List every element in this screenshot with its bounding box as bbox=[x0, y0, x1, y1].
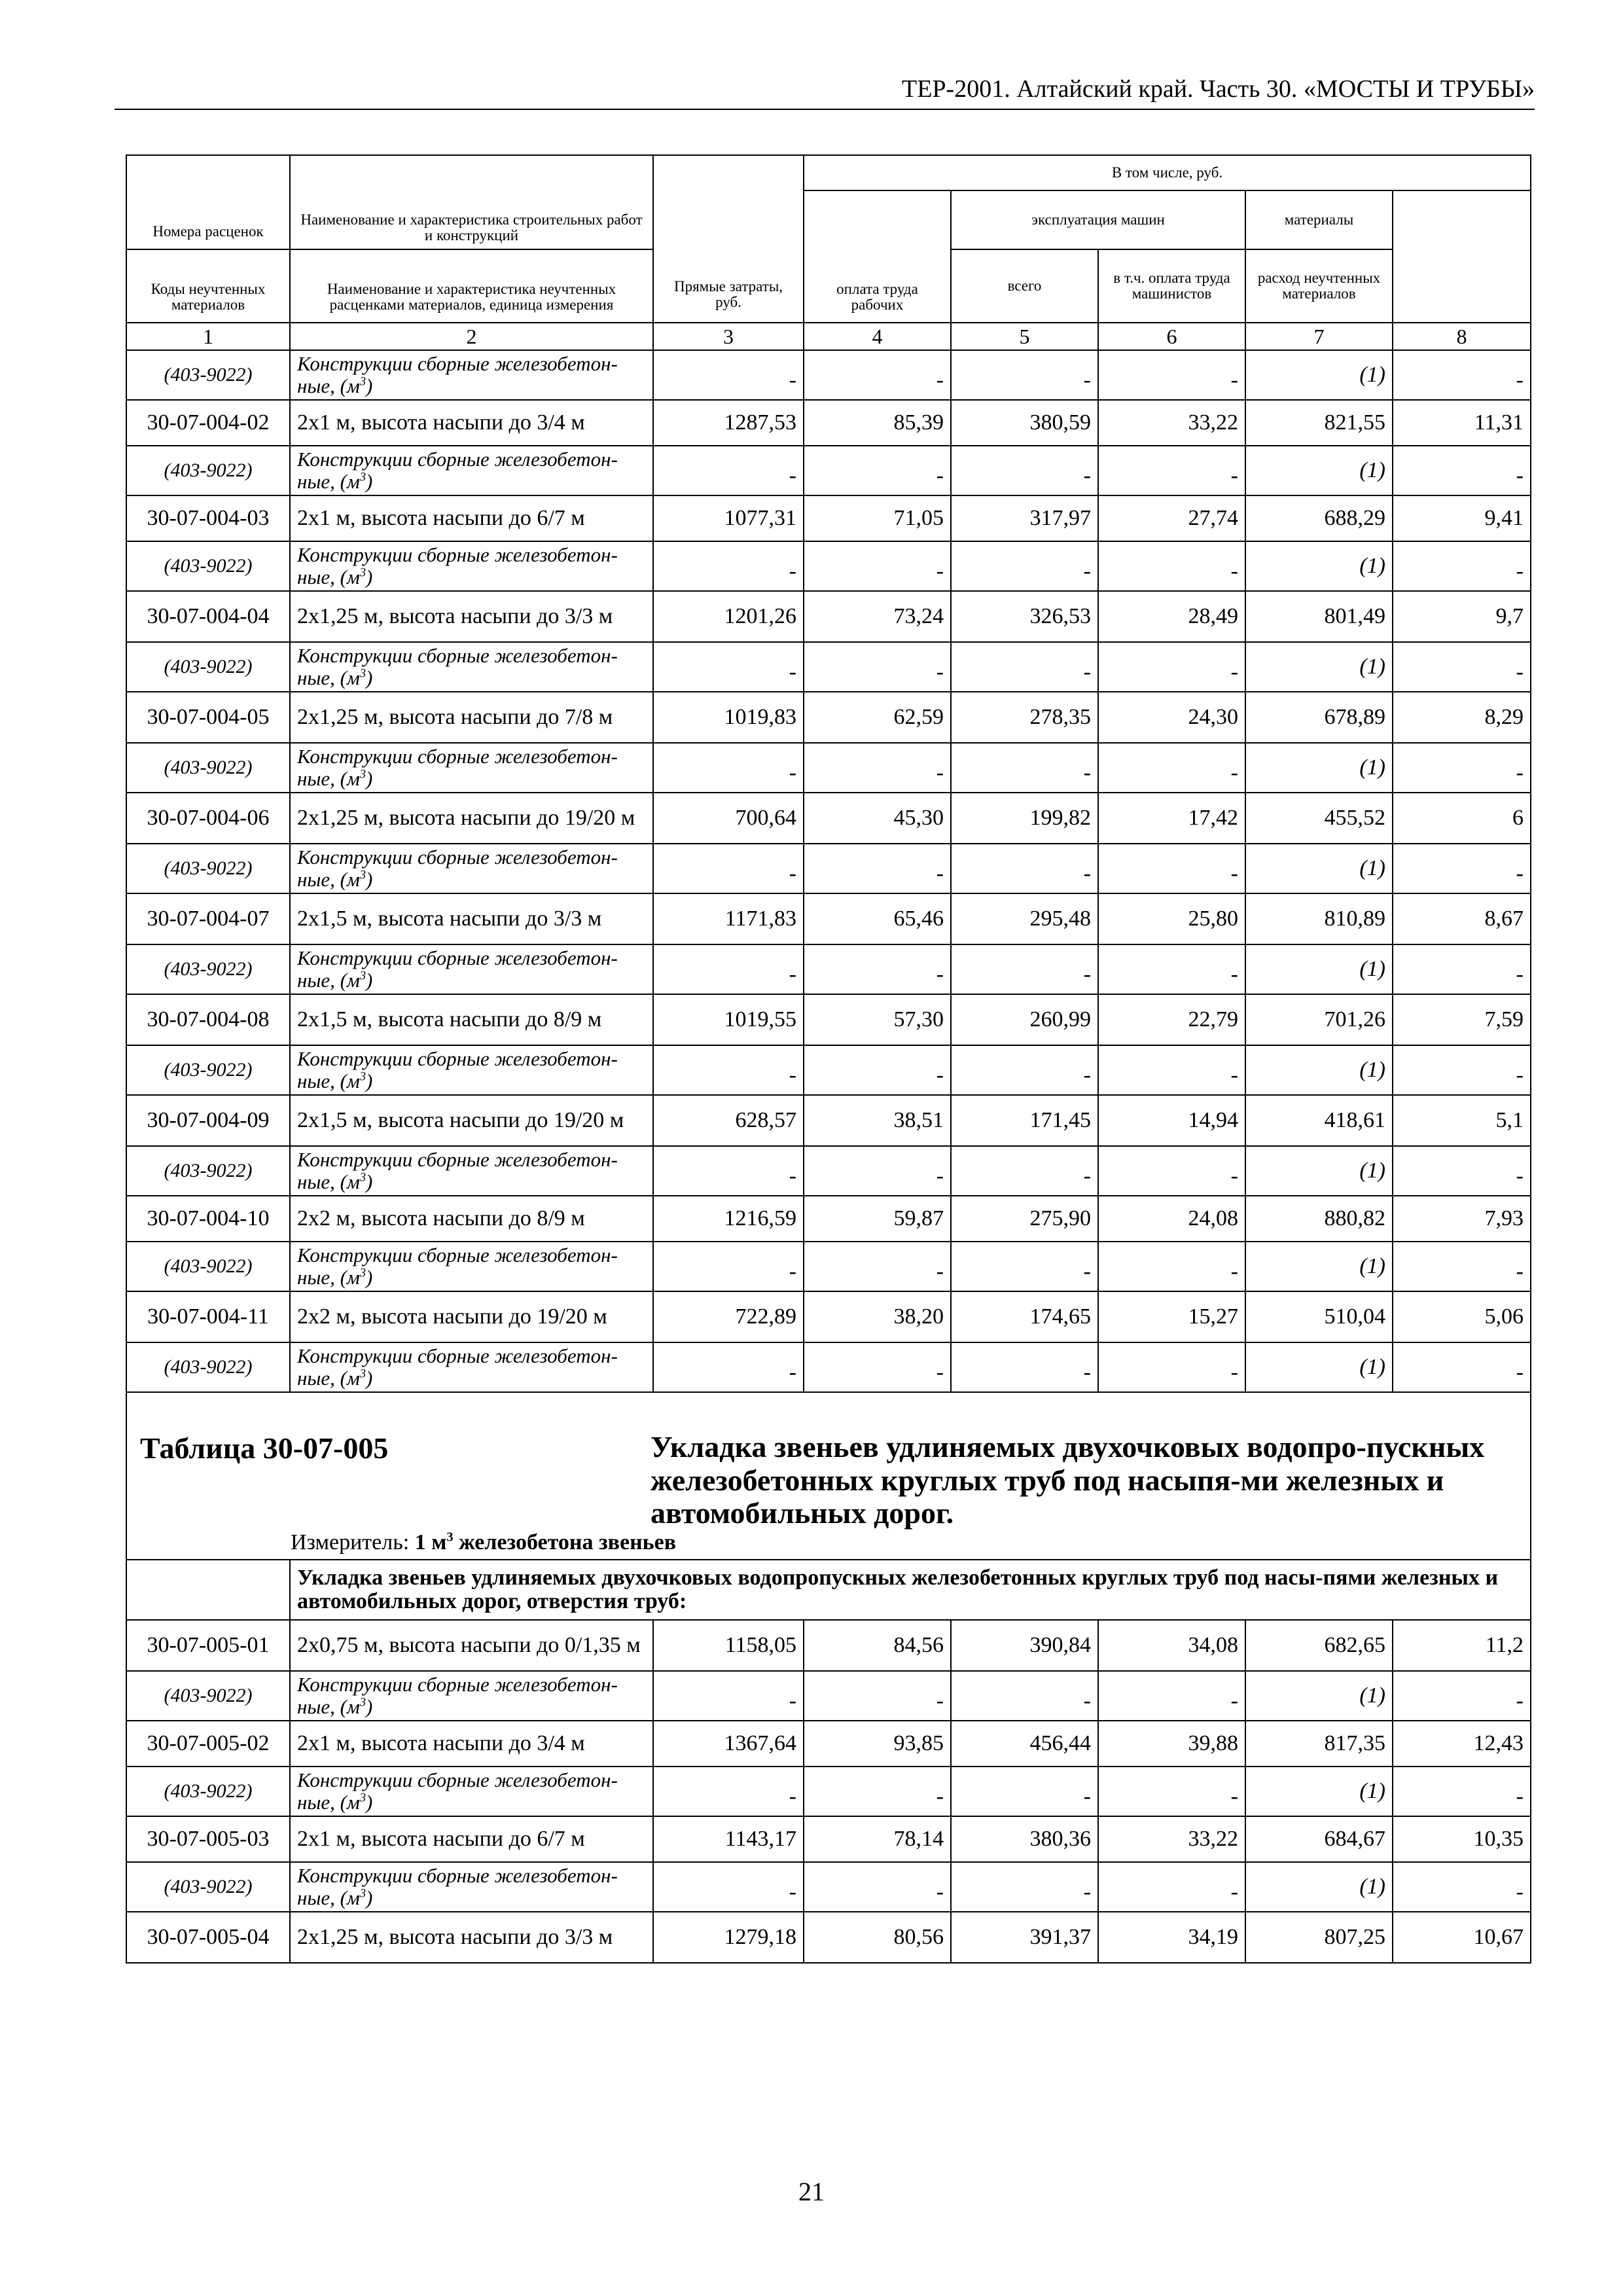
material-value: (1) bbox=[1245, 1242, 1393, 1291]
rate-value: 380,59 bbox=[951, 400, 1098, 446]
page-number: 21 bbox=[798, 2177, 825, 2206]
material-value: - bbox=[951, 743, 1098, 793]
rate-value: 25,80 bbox=[1098, 893, 1245, 944]
rate-value: 71,05 bbox=[804, 495, 951, 541]
material-value: - bbox=[1393, 1767, 1531, 1816]
rate-value: 57,30 bbox=[804, 994, 951, 1045]
rate-value: 45,30 bbox=[804, 793, 951, 844]
rate-value: 38,20 bbox=[804, 1291, 951, 1342]
rate-value: 34,08 bbox=[1098, 1620, 1245, 1671]
rate-name: 2х1 м, высота насыпи до 6/7 м bbox=[290, 495, 653, 541]
header-labor-pay: оплата труда рабочих bbox=[804, 190, 951, 323]
rate-code: 30-07-004-08 bbox=[126, 994, 290, 1045]
material-value: - bbox=[1098, 1862, 1245, 1912]
header-name: Наименование и характеристика строительных работ и конструкций bbox=[290, 155, 653, 249]
material-value: - bbox=[1393, 1242, 1531, 1291]
material-value: - bbox=[951, 642, 1098, 692]
material-row bbox=[126, 844, 1531, 893]
material-value: - bbox=[653, 1862, 804, 1912]
rate-value: 65,46 bbox=[804, 893, 951, 944]
rate-value: 78,14 bbox=[804, 1816, 951, 1862]
rate-value: 821,55 bbox=[1245, 400, 1393, 446]
material-name: Конструкции сборные железобетон-ные, $(м^3)$ bbox=[290, 844, 653, 893]
rate-value: 1367,64 bbox=[653, 1721, 804, 1767]
rate-name: 2х1 м, высота насыпи до 3/4 м bbox=[290, 1721, 653, 1767]
table-row bbox=[126, 495, 1531, 541]
rate-value: 817,35 bbox=[1245, 1721, 1393, 1767]
material-row: (403-9022) Конструкции сборные железобетон-ные, $(м^3)$ - - - - (1) - bbox=[126, 350, 1531, 400]
rate-value: 880,82 bbox=[1245, 1196, 1393, 1242]
rate-name: 2х2 м, высота насыпи до 19/20 м bbox=[290, 1291, 653, 1342]
rate-name: 2х1,5 м, высота насыпи до 19/20 м bbox=[290, 1095, 653, 1146]
material-value: - bbox=[951, 1146, 1098, 1196]
table-row bbox=[126, 591, 1531, 642]
rate-value: 9,41 bbox=[1393, 495, 1531, 541]
material-value: - bbox=[1098, 944, 1245, 994]
material-value: - bbox=[1393, 1862, 1531, 1912]
material-code: (403-9022) bbox=[126, 1045, 290, 1095]
material-value: (1) bbox=[1245, 743, 1393, 793]
material-row bbox=[126, 944, 1531, 994]
rate-value: 317,97 bbox=[951, 495, 1098, 541]
rate-value: 93,85 bbox=[804, 1721, 951, 1767]
column-number: 8 bbox=[1393, 323, 1531, 350]
table-row bbox=[126, 1095, 1531, 1146]
material-value: - bbox=[1393, 1342, 1531, 1392]
table-meter: Измеритель: 1 $м^3$ железобетона звеньев bbox=[291, 1530, 677, 1554]
rate-value: 1019,83 bbox=[653, 692, 804, 743]
page-header bbox=[115, 72, 1535, 110]
rate-value: 807,25 bbox=[1245, 1912, 1393, 1963]
rate-value: 678,89 bbox=[1245, 692, 1393, 743]
rate-value: 39,88 bbox=[1098, 1721, 1245, 1767]
rate-value: 33,22 bbox=[1098, 1816, 1245, 1862]
material-code: (403-9022) bbox=[126, 1146, 290, 1196]
rate-value: 59,87 bbox=[804, 1196, 951, 1242]
material-value: - bbox=[1393, 1045, 1531, 1095]
material-code: (403-9022) bbox=[126, 1342, 290, 1392]
rate-value: 171,45 bbox=[951, 1095, 1098, 1146]
rate-value: 1077,31 bbox=[653, 495, 804, 541]
material-value: - bbox=[1098, 1146, 1245, 1196]
material-row bbox=[126, 1146, 1531, 1196]
rate-name: 2х1,25 м, высота насыпи до 19/20 м bbox=[290, 793, 653, 844]
column-number: 3 bbox=[653, 323, 804, 350]
rate-value: 1019,55 bbox=[653, 994, 804, 1045]
material-value: - bbox=[804, 1045, 951, 1095]
material-code: (403-9022) bbox=[126, 446, 290, 495]
rate-code: 30-07-004-03 bbox=[126, 495, 290, 541]
material-name: Конструкции сборные железобетон-ные, $(м^3)$ bbox=[290, 944, 653, 994]
material-code: (403-9022) bbox=[126, 844, 290, 893]
table-row bbox=[126, 1912, 1531, 1963]
material-row bbox=[126, 642, 1531, 692]
material-value: - bbox=[1098, 1671, 1245, 1721]
header-direct-costs: Прямые затраты, руб. bbox=[653, 155, 804, 323]
header-unaccounted-materials: расход неучтенных материалов bbox=[1245, 249, 1393, 323]
rate-value: 28,49 bbox=[1098, 591, 1245, 642]
material-value: - bbox=[653, 1242, 804, 1291]
rate-value: 11,2 bbox=[1393, 1620, 1531, 1671]
material-value: (1) bbox=[1245, 844, 1393, 893]
rate-value: 80,56 bbox=[804, 1912, 951, 1963]
table-title: Укладка звеньев удлиняемых двухочковых водопро-пускных железобетонных круглых труб под насыпя-ми железных и автомобильных дорог. bbox=[651, 1430, 1485, 1530]
material-value: (1) bbox=[1245, 1342, 1393, 1392]
rate-value: 1171,83 bbox=[653, 893, 804, 944]
rate-value: 295,48 bbox=[951, 893, 1098, 944]
material-code: (403-9022) bbox=[126, 944, 290, 994]
rate-value: 9,7 bbox=[1393, 591, 1531, 642]
rate-code: 30-07-005-03 bbox=[126, 1816, 290, 1862]
material-code: (403-9022) bbox=[126, 1862, 290, 1912]
material-value: - bbox=[653, 743, 804, 793]
material-value: - bbox=[1098, 1342, 1245, 1392]
material-value: - bbox=[804, 944, 951, 994]
material-value: - bbox=[1098, 743, 1245, 793]
material-code: (403-9022) bbox=[126, 541, 290, 591]
material-value: - bbox=[653, 1767, 804, 1816]
material-value: - bbox=[653, 541, 804, 591]
material-value: - bbox=[1393, 844, 1531, 893]
rate-value: 1279,18 bbox=[653, 1912, 804, 1963]
rate-value: 1216,59 bbox=[653, 1196, 804, 1242]
material-value: - bbox=[653, 844, 804, 893]
table-row bbox=[126, 994, 1531, 1045]
rate-name: 2х1,25 м, высота насыпи до 3/3 м bbox=[290, 1912, 653, 1963]
rate-code: 30-07-004-10 bbox=[126, 1196, 290, 1242]
material-value: (1) bbox=[1245, 642, 1393, 692]
material-name: Конструкции сборные железобетон-ные, $(м^3)$ bbox=[290, 541, 653, 591]
material-row bbox=[126, 1242, 1531, 1291]
rate-value: 7,93 bbox=[1393, 1196, 1531, 1242]
rate-code: 30-07-005-02 bbox=[126, 1721, 290, 1767]
material-value: - bbox=[951, 844, 1098, 893]
material-value: - bbox=[804, 1671, 951, 1721]
rate-value: 85,39 bbox=[804, 400, 951, 446]
header-materials: материалы bbox=[1245, 190, 1393, 249]
rate-value: 1143,17 bbox=[653, 1816, 804, 1862]
material-code: (403-9022) bbox=[126, 350, 290, 400]
material-value: - bbox=[951, 541, 1098, 591]
rate-code: 30-07-004-07 bbox=[126, 893, 290, 944]
table-row bbox=[126, 1721, 1531, 1767]
rate-value: 199,82 bbox=[951, 793, 1098, 844]
material-value: - bbox=[951, 446, 1098, 495]
material-row bbox=[126, 1767, 1531, 1816]
rate-value: 84,56 bbox=[804, 1620, 951, 1671]
page-header-title: ТЕР-2001. Алтайский край. Часть 30. «МОСТЫ И ТРУБЫ» bbox=[901, 75, 1535, 103]
rate-value: 1287,53 bbox=[653, 400, 804, 446]
rate-value: 275,90 bbox=[951, 1196, 1098, 1242]
rate-name: 2х1,5 м, высота насыпи до 8/9 м bbox=[290, 994, 653, 1045]
material-value: - bbox=[653, 1342, 804, 1392]
material-value: - bbox=[1098, 642, 1245, 692]
material-row bbox=[126, 446, 1531, 495]
table-label: Таблица 30-07-005 bbox=[140, 1431, 389, 1465]
material-value: - bbox=[804, 1767, 951, 1816]
material-value: (1) bbox=[1245, 1767, 1393, 1816]
material-name: Конструкции сборные железобетон-ные, $(м^3)$ bbox=[290, 743, 653, 793]
rate-value: 62,59 bbox=[804, 692, 951, 743]
table-row bbox=[126, 1196, 1531, 1242]
table-subtitle: Укладка звеньев удлиняемых двухочковых водопропускных железобетонных круглых труб под насы-пями железных и автомобильных дорог, отверстия труб: bbox=[290, 1560, 1531, 1620]
rate-value: 22,79 bbox=[1098, 994, 1245, 1045]
rate-code: 30-07-004-09 bbox=[126, 1095, 290, 1146]
header-including: В том числе, руб. bbox=[804, 155, 1531, 190]
rate-value: 10,67 bbox=[1393, 1912, 1531, 1963]
rate-value: 688,29 bbox=[1245, 495, 1393, 541]
rate-value: 390,84 bbox=[951, 1620, 1098, 1671]
material-value: - bbox=[951, 1671, 1098, 1721]
material-value: - bbox=[1098, 1767, 1245, 1816]
rate-name: 2х1,25 м, высота насыпи до 3/3 м bbox=[290, 591, 653, 642]
material-value: - bbox=[1393, 446, 1531, 495]
material-value: - bbox=[1393, 1671, 1531, 1721]
rate-value: 326,53 bbox=[951, 591, 1098, 642]
table-005-title bbox=[126, 1392, 1531, 1620]
rate-name: 2х1,5 м, высота насыпи до 3/3 м bbox=[290, 893, 653, 944]
material-value: - bbox=[1393, 642, 1531, 692]
material-value: - bbox=[951, 1242, 1098, 1291]
material-value: - bbox=[1098, 844, 1245, 893]
material-value: - bbox=[653, 1671, 804, 1721]
rate-value: 38,51 bbox=[804, 1095, 951, 1146]
material-name: Конструкции сборные железобетон-ные, $(м^3)$ bbox=[290, 350, 653, 400]
rate-value: 8,29 bbox=[1393, 692, 1531, 743]
rates-table bbox=[126, 154, 1531, 1964]
material-row bbox=[126, 1862, 1531, 1912]
rate-value: 418,61 bbox=[1245, 1095, 1393, 1146]
rate-value: 391,37 bbox=[951, 1912, 1098, 1963]
material-value: (1) bbox=[1245, 446, 1393, 495]
rate-value: 14,94 bbox=[1098, 1095, 1245, 1146]
material-row bbox=[126, 1045, 1531, 1095]
rate-value: 27,74 bbox=[1098, 495, 1245, 541]
rate-value: 682,65 bbox=[1245, 1620, 1393, 1671]
material-value: - bbox=[653, 446, 804, 495]
rate-value: 7,59 bbox=[1393, 994, 1531, 1045]
rate-value: 12,43 bbox=[1393, 1721, 1531, 1767]
rate-value: 15,27 bbox=[1098, 1291, 1245, 1342]
material-value: - bbox=[804, 1862, 951, 1912]
column-number: 7 bbox=[1245, 323, 1393, 350]
rates-005-body bbox=[126, 1620, 1531, 1963]
table-row bbox=[126, 1291, 1531, 1342]
rate-value: 260,99 bbox=[951, 994, 1098, 1045]
material-code: (403-9022) bbox=[126, 1242, 290, 1291]
material-value: - bbox=[1098, 541, 1245, 591]
rate-name: 2х1 м, высота насыпи до 6/7 м bbox=[290, 1816, 653, 1862]
header-machines: эксплуатация машин bbox=[951, 190, 1245, 249]
rate-value: 174,65 bbox=[951, 1291, 1098, 1342]
material-value: - bbox=[653, 944, 804, 994]
material-value: - bbox=[951, 944, 1098, 994]
material-row bbox=[126, 1671, 1531, 1721]
rate-value: 11,31 bbox=[1393, 400, 1531, 446]
rate-value: 684,67 bbox=[1245, 1816, 1393, 1862]
header-machines-total: всего bbox=[951, 249, 1098, 323]
material-value: - bbox=[951, 1767, 1098, 1816]
material-code: (403-9022) bbox=[126, 743, 290, 793]
material-value: - bbox=[804, 446, 951, 495]
material-value: - bbox=[804, 642, 951, 692]
material-name: Конструкции сборные железобетон-ные, $(м^3)$ bbox=[290, 1242, 653, 1291]
material-value: - bbox=[804, 541, 951, 591]
table-row bbox=[126, 1620, 1531, 1671]
rate-code: 30-07-004-06 bbox=[126, 793, 290, 844]
column-number: 2 bbox=[290, 323, 653, 350]
material-code: (403-9022) bbox=[126, 1671, 290, 1721]
rate-value: 380,36 bbox=[951, 1816, 1098, 1862]
rate-value: 34,19 bbox=[1098, 1912, 1245, 1963]
material-value: - bbox=[653, 642, 804, 692]
rate-value: 6 bbox=[1393, 793, 1531, 844]
rate-value: 1158,05 bbox=[653, 1620, 804, 1671]
material-value: - bbox=[804, 1146, 951, 1196]
material-value: - bbox=[1393, 1146, 1531, 1196]
material-value: - bbox=[804, 743, 951, 793]
rate-value: 455,52 bbox=[1245, 793, 1393, 844]
rate-code: 30-07-004-05 bbox=[126, 692, 290, 743]
header-material-name: Наименование и характеристика неучтенных расценками материалов, единица измерения bbox=[290, 249, 653, 323]
material-name: Конструкции сборные железобетон-ные, $(м^3)$ bbox=[290, 1146, 653, 1196]
material-value: (1) bbox=[1245, 1045, 1393, 1095]
table-row bbox=[126, 1816, 1531, 1862]
material-name: Конструкции сборные железобетон-ные, $(м^3)$ bbox=[290, 1862, 653, 1912]
material-name: Конструкции сборные железобетон-ные, $(м^3)$ bbox=[290, 446, 653, 495]
material-value: - bbox=[653, 1045, 804, 1095]
material-value: - bbox=[1393, 541, 1531, 591]
header-material-code: Коды неучтенных материалов bbox=[126, 249, 290, 323]
material-value: - bbox=[804, 1342, 951, 1392]
rate-value: 24,30 bbox=[1098, 692, 1245, 743]
rate-value: 17,42 bbox=[1098, 793, 1245, 844]
rate-value: 278,35 bbox=[951, 692, 1098, 743]
material-value: (1) bbox=[1245, 1671, 1393, 1721]
rate-code: 30-07-004-11 bbox=[126, 1291, 290, 1342]
material-name: Конструкции сборные железобетон-ные, $(м^3)$ bbox=[290, 1671, 653, 1721]
rate-value: 1201,26 bbox=[653, 591, 804, 642]
rate-value: 801,49 bbox=[1245, 591, 1393, 642]
rate-value: 73,24 bbox=[804, 591, 951, 642]
rate-value: 5,1 bbox=[1393, 1095, 1531, 1146]
column-number: 4 bbox=[804, 323, 951, 350]
rate-value: 701,26 bbox=[1245, 994, 1393, 1045]
material-value: (1) bbox=[1245, 1146, 1393, 1196]
rates-004-body bbox=[126, 350, 1531, 1392]
rate-value: 628,57 bbox=[653, 1095, 804, 1146]
column-number: 1 bbox=[126, 323, 290, 350]
rate-code: 30-07-004-02 bbox=[126, 400, 290, 446]
column-number: 6 bbox=[1098, 323, 1245, 350]
rate-name: 2х1,25 м, высота насыпи до 7/8 м bbox=[290, 692, 653, 743]
material-value: - bbox=[1098, 446, 1245, 495]
rate-value: 722,89 bbox=[653, 1291, 804, 1342]
material-name: Конструкции сборные железобетон-ные, $(м^3)$ bbox=[290, 1045, 653, 1095]
table-row bbox=[126, 793, 1531, 844]
rate-name: 2х2 м, высота насыпи до 8/9 м bbox=[290, 1196, 653, 1242]
rate-value: 10,35 bbox=[1393, 1816, 1531, 1862]
rate-name: 2х1 м, высота насыпи до 3/4 м bbox=[290, 400, 653, 446]
material-row bbox=[126, 541, 1531, 591]
material-value: - bbox=[951, 1862, 1098, 1912]
rate-code: 30-07-004-04 bbox=[126, 591, 290, 642]
rate-code: 30-07-005-04 bbox=[126, 1912, 290, 1963]
header-code: Номера расценок bbox=[126, 155, 290, 249]
material-code: (403-9022) bbox=[126, 1767, 290, 1816]
rate-value: 510,04 bbox=[1245, 1291, 1393, 1342]
table-row bbox=[126, 893, 1531, 944]
material-value: (1) bbox=[1245, 541, 1393, 591]
material-value: (1) bbox=[1245, 1862, 1393, 1912]
material-value: - bbox=[1393, 743, 1531, 793]
rate-value: 33,22 bbox=[1098, 400, 1245, 446]
table-header bbox=[126, 155, 1531, 350]
rate-value: 5,06 bbox=[1393, 1291, 1531, 1342]
rate-name: 2х0,75 м, высота насыпи до 0/1,35 м bbox=[290, 1620, 653, 1671]
rate-value: 810,89 bbox=[1245, 893, 1393, 944]
material-code: (403-9022) bbox=[126, 642, 290, 692]
material-value: - bbox=[1098, 1242, 1245, 1291]
material-value: - bbox=[653, 1146, 804, 1196]
header-machinists-pay: в т.ч. оплата труда машинистов bbox=[1098, 249, 1245, 323]
material-value: - bbox=[951, 1045, 1098, 1095]
rate-value: 24,08 bbox=[1098, 1196, 1245, 1242]
rate-value: 700,64 bbox=[653, 793, 804, 844]
material-value: - bbox=[951, 1342, 1098, 1392]
material-name: Конструкции сборные железобетон-ные, $(м^3)$ bbox=[290, 1767, 653, 1816]
rate-value: 8,67 bbox=[1393, 893, 1531, 944]
table-row bbox=[126, 400, 1531, 446]
table-row bbox=[126, 692, 1531, 743]
column-number: 5 bbox=[951, 323, 1098, 350]
material-row bbox=[126, 743, 1531, 793]
material-value: - bbox=[1393, 944, 1531, 994]
material-row bbox=[126, 1342, 1531, 1392]
material-value: (1) bbox=[1245, 944, 1393, 994]
material-name: Конструкции сборные железобетон-ные, $(м^3)$ bbox=[290, 1342, 653, 1392]
rate-value: 456,44 bbox=[951, 1721, 1098, 1767]
material-value: - bbox=[1098, 1045, 1245, 1095]
material-name: Конструкции сборные железобетон-ные, $(м^3)$ bbox=[290, 642, 653, 692]
material-value: - bbox=[804, 1242, 951, 1291]
rate-code: 30-07-005-01 bbox=[126, 1620, 290, 1671]
material-value: - bbox=[804, 844, 951, 893]
